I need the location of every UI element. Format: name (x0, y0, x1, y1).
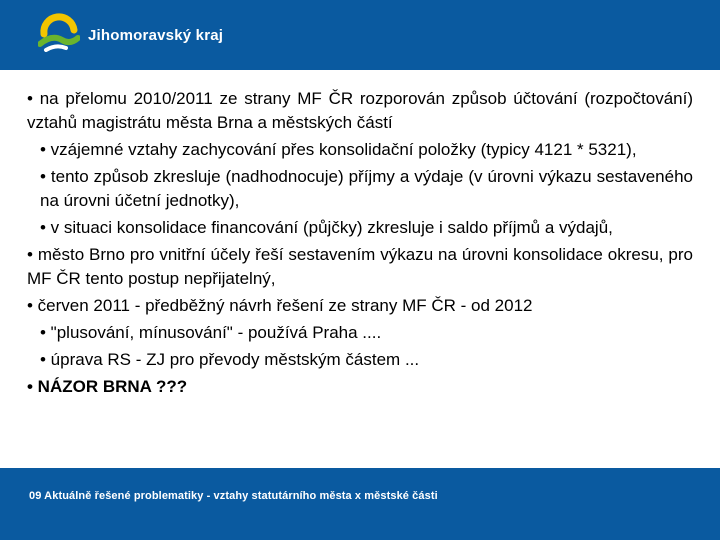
bullet-item: • červen 2011 - předběžný návrh řešení ze strany MF ČR - od 2012 (27, 296, 533, 315)
footer-caption: 09 Aktuálně řešené problematiky - vztahy statutárního města x městské části (29, 490, 438, 502)
jmk-logo-icon (38, 12, 80, 52)
bullet-item: • město Brno pro vnitřní účely řeší sestavením výkazu na úrovni konsolidace okresu, pro MF ČR tento postup nepřijatelný, (27, 245, 693, 288)
sub-bullet-item: • "plusování, mínusování" - používá Praha .... (40, 323, 382, 342)
sub-bullet-item: • tento způsob zkresluje (nadhodnocuje) příjmy a výdaje (v úrovni výkazu sestaveného na úrovni účetní jednotky), (40, 167, 693, 210)
sub-bullet-item: • úprava RS - ZJ pro převody městským částem ... (40, 350, 420, 369)
bullet-item-emphasis: • NÁZOR BRNA ??? (27, 377, 188, 396)
header-bar (0, 0, 720, 70)
content-body (27, 87, 693, 402)
logo (38, 12, 223, 52)
logo-text: Jihomoravský kraj (88, 26, 224, 44)
footer-bar (0, 468, 720, 540)
bullet-item: • na přelomu 2010/2011 ze strany MF ČR rozporován způsob účtování (rozpočtování) vztahů magistrátu města Brna a městských částí (27, 89, 693, 132)
sub-bullet-item: • v situaci konsolidace financování (půjčky) zkresluje i saldo příjmů a výdajů, (40, 218, 613, 237)
sub-bullet-item: • vzájemné vztahy zachycování přes konsolidační položky (typicy 4121 * 5321), (40, 140, 637, 159)
